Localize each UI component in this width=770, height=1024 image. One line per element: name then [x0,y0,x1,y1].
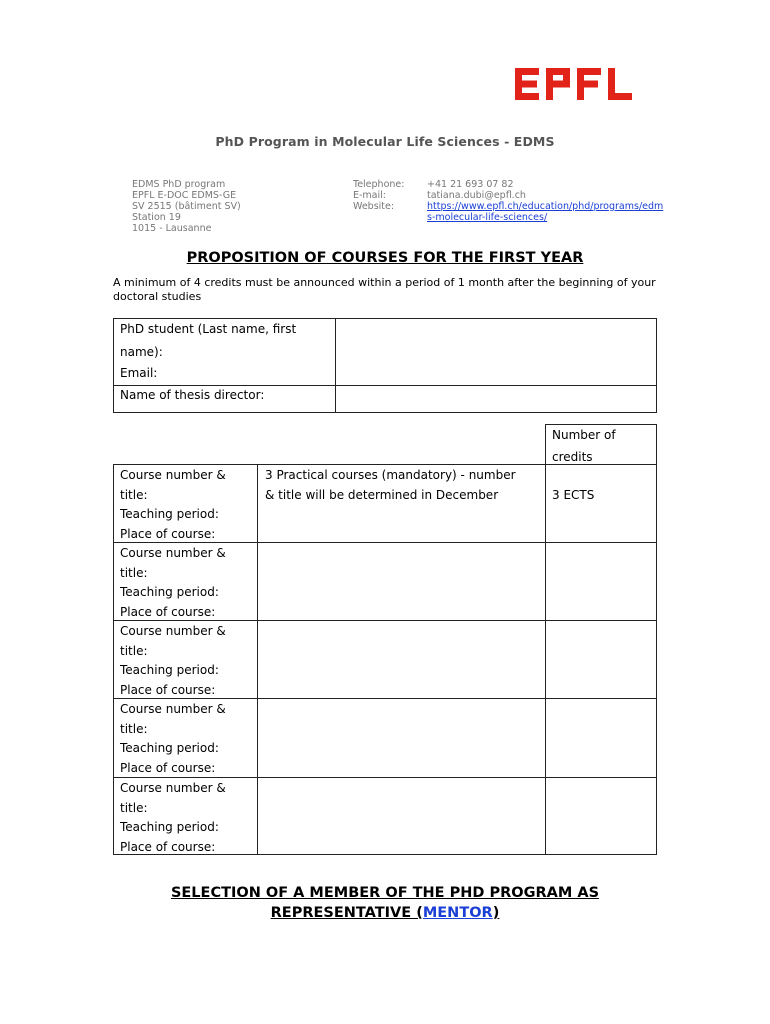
first-course-desc-line1: 3 Practical courses (mandatory) - number [265,468,516,482]
course-title-label: title: [120,721,148,736]
teaching-period-label: Teaching period: [120,741,219,755]
address-line: SV 2515 (bâtiment SV) [132,201,241,212]
student-name-label [120,320,296,384]
course-number-label: Course number & [120,468,226,482]
email-label: E-mail: [353,190,386,201]
course-description-field[interactable] [258,543,545,620]
course-credits-field[interactable] [546,543,656,620]
main-heading: PROPOSITION OF COURSES FOR THE FIRST YEAR [186,250,584,266]
course-row-labels [120,466,226,544]
first-course-credits: 3 ECTS [552,488,595,502]
first-course-desc-line2: & title will be determined in December [265,487,499,502]
place-label: Place of course: [120,682,216,697]
course-number-label: Course number & [120,702,226,716]
course-title-label: title: [120,565,148,580]
address-line: EDMS PhD program [132,179,226,190]
course-title-label: title: [120,643,148,658]
place-label: Place of course: [120,526,216,541]
website-link-line2[interactable]: s-molecular-life-sciences/ [427,212,548,223]
course-title-label: title: [120,487,148,502]
intro-text: A minimum of 4 credits must be announced within a period of 1 month after the beginning of your doctoral studies [113,276,656,303]
student-label-line2: name): [120,344,163,359]
director-field[interactable] [336,386,656,412]
credits-header-line2: credits [552,450,593,464]
selection-heading-line1: SELECTION OF A MEMBER OF THE PHD PROGRAM AS [170,885,600,901]
credits-header [552,424,616,468]
course-description-field[interactable] [258,621,545,698]
selection-heading-suffix: ) [492,905,500,921]
course-credits-field[interactable] [546,621,656,698]
program-title: PhD Program in Molecular Life Sciences - EDMS [215,134,555,149]
website-link[interactable] [427,201,664,223]
first-course-description [265,466,516,505]
address-block [132,179,241,234]
contact-labels [353,179,404,212]
course-credits-field[interactable] [546,778,656,854]
course-row-labels [120,779,226,857]
email-value: tatiana.dubi@epfl.ch [427,190,526,201]
course-row-labels [120,700,226,778]
address-line: Station 19 [132,212,181,223]
course-title-label: title: [120,800,148,815]
course-description-field[interactable] [258,699,545,777]
selection-heading-prefix: REPRESENTATIVE ( [270,905,423,921]
teaching-period-label: Teaching period: [120,585,219,599]
telephone-label: Telephone: [353,179,405,190]
teaching-period-label: Teaching period: [120,820,219,834]
place-label: Place of course: [120,760,216,775]
course-row-labels [120,622,226,700]
student-email-label: Email: [120,366,158,380]
teaching-period-label: Teaching period: [120,663,219,677]
student-label-line1: PhD student (Last name, first [120,322,297,336]
contact-values [427,179,664,223]
course-number-label: Course number & [120,624,226,638]
epfl-logo [515,62,640,106]
place-label: Place of course: [120,839,216,854]
course-number-label: Course number & [120,781,226,795]
address-line: 1015 - Lausanne [132,223,212,234]
address-line: EPFL E-DOC EDMS-GE [132,190,237,201]
selection-heading [0,883,770,923]
telephone-value: +41 21 693 07 82 [427,179,514,190]
director-label: Name of thesis director: [120,388,265,402]
course-credits-field[interactable] [546,699,656,777]
course-description-field[interactable] [258,778,545,854]
website-label: Website: [353,201,395,212]
teaching-period-label: Teaching period: [120,507,219,521]
course-row-labels [120,544,226,622]
mentor-link[interactable]: MENTOR [422,905,493,921]
student-name-field[interactable] [336,319,656,385]
website-link-line1[interactable]: https://www.epfl.ch/education/phd/programs/edm [427,201,664,212]
place-label: Place of course: [120,604,216,619]
course-number-label: Course number & [120,546,226,560]
credits-header-line1: Number of [552,428,616,442]
